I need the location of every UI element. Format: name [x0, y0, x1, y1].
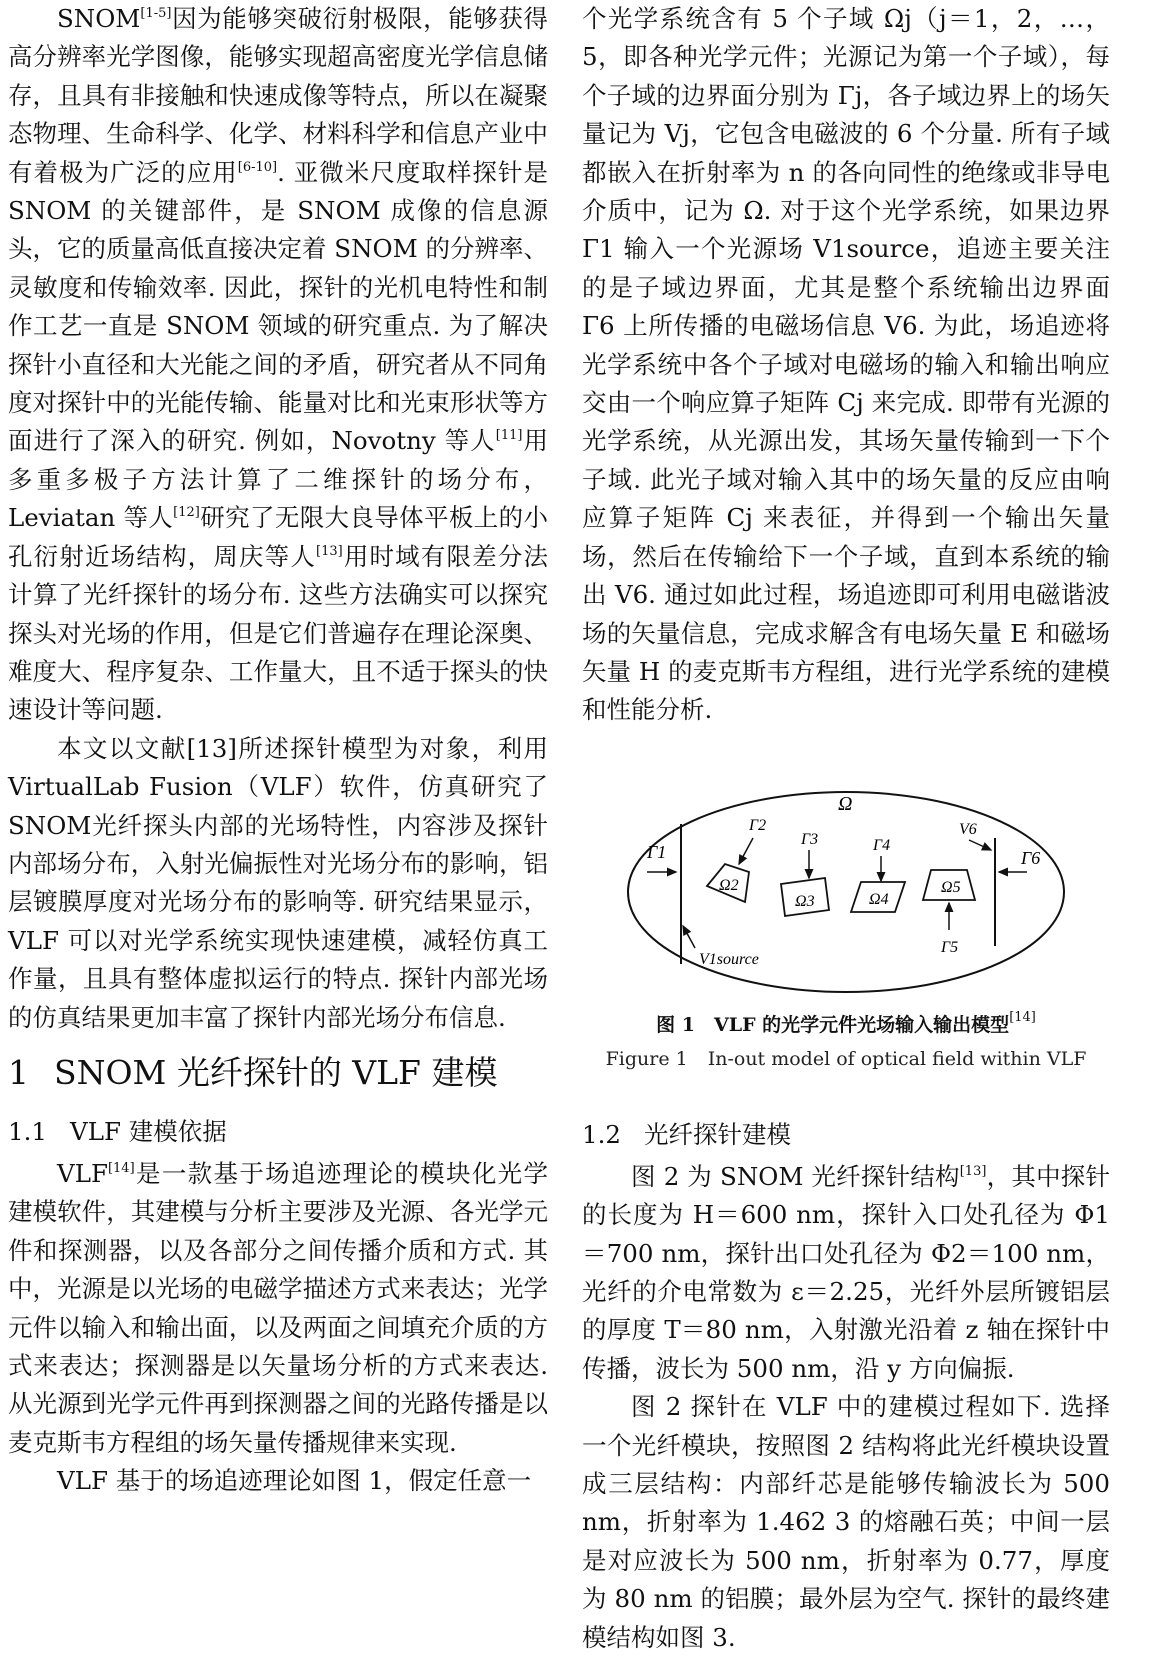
omega3-label: Ω3 [795, 892, 815, 910]
v6-label: V6 [959, 820, 977, 838]
intro-paragraph-2: 本文以文献[13]所述探针模型为对象，利用 VirtualLab Fusion（VLF）软件，仿真研究了 SNOM光纤探头内部的光场特性，内容涉及探针内部场分布，入射光偏振性对光场分布的影响，铝层镀膜厚度对光场分布的影响等. 研究结果显示，VLF 可以对光学系统实现快速建模，减轻仿真工作量，且具有整体虚拟运行的特点. 探针内部光场的仿真结果更加丰富了探针内部光场分布信息. [8, 733, 548, 1032]
section-heading-1 [8, 1051, 548, 1095]
subsection-heading-1-2 [582, 1116, 1110, 1154]
omega4-label: Ω4 [869, 890, 889, 908]
subsection-heading-1-1 [8, 1113, 548, 1151]
gamma1-label: Γ1 [647, 841, 667, 862]
intro-paragraph-1 [8, 0, 548, 730]
citation-ref[interactable]: [14] [107, 1160, 135, 1176]
v6-arrow [969, 840, 991, 850]
v1source-label: V1source [699, 950, 759, 968]
text-run: 用多重多极子方法计算了二维探针的场分布，Leviatan 等人 [8, 426, 549, 533]
text-run: SNOM [57, 4, 141, 33]
subsection-number: 1.2 [582, 1119, 621, 1149]
gamma4-label: Γ4 [873, 836, 891, 854]
figure-1-caption-cn [582, 1010, 1110, 1040]
citation-ref[interactable]: [1-5] [140, 6, 172, 21]
gamma3-label: Γ3 [801, 830, 819, 848]
text-run: 用时域有限差分法计算了光纤探针的场分布. 这些方法确实可以探究探头对光场的作用，但是它们普遍存在理论深奥、难度大、程序复杂、工作量大，且不适于探头的快速设计等问题. [8, 541, 549, 725]
citation-ref[interactable]: [13] [316, 543, 343, 559]
omega-label: Ω [838, 792, 853, 815]
caption-label: Figure 1 [605, 1047, 688, 1070]
text-run: . 亚微米尺度取样探针是 SNOM 的关键部件，是 SNOM 成像的信息源头，它的质量高低直接决定着 SNOM 的分辨率、灵敏度和传输效率. 因此，探针的光机电特性和制作工艺一直是 SNOM 领域的研究重点. 为了解决探针小直径和大光能之间的矛盾，研究者从不同角度对探针中的光能传输、能量对比和光束形状等方面进行了深入的研究. 例如，Novotny 等人 [8, 157, 548, 456]
field-tracing-paragraph-start: VLF 基于的场追迹理论如图 1，假定任意一 [57, 1466, 532, 1496]
caption-text: VLF 的光学元件光场输入输出模型 [713, 1013, 1010, 1036]
subsection-title: VLF 建模依据 [70, 1116, 227, 1146]
medium-ellipse [628, 792, 1064, 992]
caption-text: In-out model of optical field within VLF [707, 1047, 1087, 1070]
field-tracing-paragraph-cont: 个光学系统含有 5 个子域 Ωj（j＝1，2，…，5，即各种光学元件；光源记为第一个子域），每个子域的边界面分别为 Γj，各子域边界上的场矢量记为 Vj，它包含电磁波的 6 个分量. 所有子域都嵌入在折射率为 n 的各向同性的绝缘或非导电介质中，记为 Ω. 对于这个光学系统，如果边界 Γ1 输入一个光源场 V1source，追迹主要关注的是子域边界面，尤其是整个系统输出边界面 Γ6 上所传播的电磁场信息 V6. 为此，场追迹将光学系统中各个子域对电磁场的输入和输出响应交由一个响应算子矩阵 Cj 来完成. 即带有光源的光学系统，从光源出发，其场矢量传输到一下个子域. 此光子域对输入其中的场矢量的反应由响应算子矩阵 Cj 来表征，并得到一个输出矢量场，然后在传输给下一个子域，直到本系统的输出 V6. 通过如此过程，场追迹即可利用电磁谐波场的矢量信息，完成求解含有电场矢量 E 和磁场矢量 H 的麦克斯韦方程组，进行光学系统的建模和性能分析. [582, 4, 1110, 725]
citation-ref[interactable]: [13] [959, 1163, 987, 1179]
gamma6-label: Γ6 [1021, 847, 1041, 868]
citation-ref[interactable]: [12] [173, 505, 200, 521]
subsection-title: 光纤探针建模 [644, 1119, 791, 1149]
v1-arrow [683, 926, 695, 948]
section-title: SNOM 光纤探针的 VLF 建模 [54, 1052, 498, 1092]
citation-ref[interactable]: [6-10] [237, 159, 278, 175]
text-run: VLF [57, 1158, 108, 1188]
probe-structure-paragraph [582, 1158, 1110, 1388]
text-run: 图 2 为 SNOM 光纤探针结构 [631, 1161, 960, 1191]
figure-1 [582, 786, 1110, 1074]
gamma2-arrow [739, 838, 753, 864]
citation-ref[interactable]: [14] [1009, 1009, 1036, 1025]
right-column [582, 0, 1110, 1657]
gamma5-label: Γ5 [941, 938, 959, 956]
omega5-label: Ω5 [941, 878, 961, 896]
section-number: 1 [8, 1052, 29, 1092]
text-run: 是一款基于场追迹理论的模块化光学建模软件，其建模与分析主要涉及光源、各光学元件和探测器，以及各部分之间传播介质和方式. 其中，光源是以光场的电磁学描述方式来表达；光学元件以输入和输出面，以及两面之间填充介质的方式来表达；探测器是以矢量场分析的方式来表达. 从光源到光学元件再到探测器之间的光路传播是以麦克斯韦方程组的场矢量传播规律来实现. [8, 1158, 548, 1457]
vlf-basis-paragraph [8, 1155, 548, 1462]
text-run: 研究了无限大良导体平板上的小孔衍射近场结构，周庆等人 [8, 503, 548, 571]
citation-ref[interactable]: [11] [495, 428, 523, 444]
left-column [8, 0, 548, 1501]
text-run: 因为能够突破衍射极限，能够获得高分辨率光学图像，能够实现超高密度光学信息储存，且具有非接触和快速成像等特点，所以在凝聚态物理、生命科学、化学、材料科学和信息产业中有着极为广泛的应用 [8, 4, 548, 187]
omega2-label: Ω2 [719, 876, 739, 894]
gamma2-label: Γ2 [749, 816, 767, 834]
text-run: ，其中探针的长度为 H＝600 nm，探针入口处孔径为 Φ1＝700 nm，探针出口处孔径为 Φ2＝100 nm，光纤的介电常数为 ε＝2.25，光纤外层所镀铝层的厚度 T＝80 nm，入射激光沿着 z 轴在探针中传播，波长为 500 nm，沿 y 方向偏振. [582, 1161, 1111, 1383]
figure-1-diagram [623, 786, 1069, 996]
probe-modeling-paragraph: 图 2 探针在 VLF 中的建模过程如下. 选择一个光纤模块，按照图 2 结构将此光纤模块设置成三层结构：内部纤芯是能够传输波长为 500 nm，折射率为 1.462 3 的熔融石英；中间一层是对应波长为 500 nm，折射率为 0.77，厚度为 80 nm 的铝膜；最外层为空气. 探针的最终建模结构如图 3. [582, 1392, 1110, 1652]
caption-label: 图 1 [656, 1013, 695, 1036]
figure-1-caption-en [582, 1044, 1110, 1074]
subsection-number: 1.1 [8, 1116, 47, 1146]
